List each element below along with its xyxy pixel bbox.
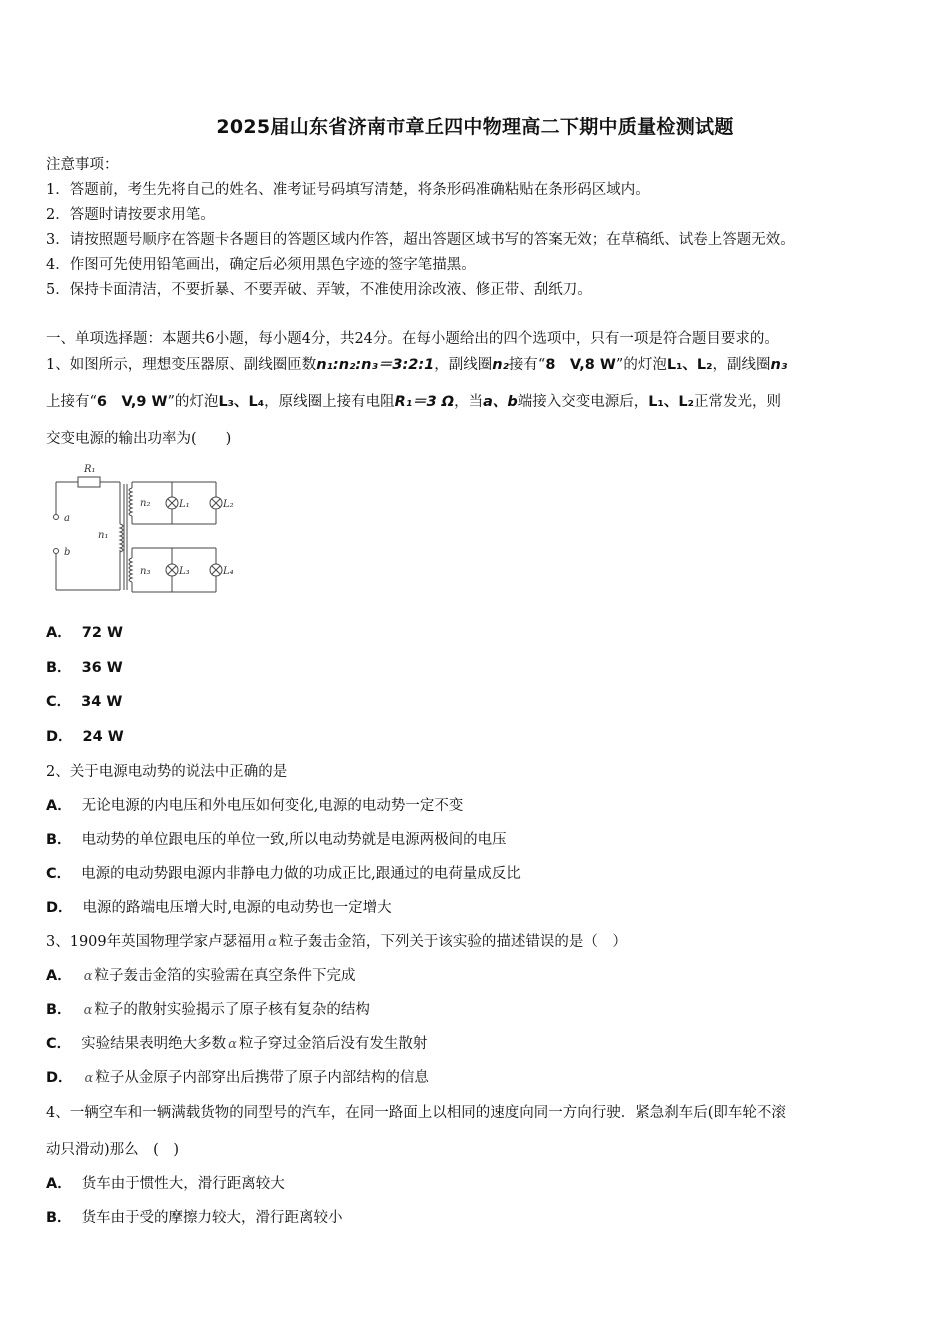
q1-lamps12b: L₁、L₂ [648,394,694,410]
option-text: 粒子的散射实验揭示了原子核有复杂的结构 [94,1002,370,1018]
label-a: a [64,513,70,524]
q4-option-a[interactable] [46,1172,285,1193]
q1-ab: a、b [483,394,518,410]
q1-option-c[interactable] [46,690,122,711]
option-text: 货车由于惯性大，滑行距离较大 [81,1176,285,1192]
q1-option-a[interactable] [46,621,123,642]
q1-n2: n₂ [492,357,509,373]
option-text: 实验结果表明绝大多数 [81,1036,227,1052]
option-label: B． [46,660,72,676]
alpha-symbol: α [84,1071,94,1086]
option-label: D． [46,729,73,745]
q1-text: ”的灯泡 [615,357,667,373]
option-text: 货车由于受的摩擦力较大，滑行距离较小 [81,1210,343,1226]
q1-n3: n₃ [770,357,788,373]
option-text: 36 W [81,660,123,676]
option-label: C． [46,1036,72,1052]
option-text: 电动势的单位跟电压的单位一致,所以电动势就是电源两极间的电压 [81,832,507,848]
q3-text: 3、1909年英国物理学家卢瑟福用 [46,934,267,950]
option-label: B． [46,1002,72,1018]
option-text: 粒子穿过金箔后没有发生散射 [238,1036,428,1052]
q2-option-a[interactable] [46,794,463,815]
q1-text: ，当 [454,394,484,410]
option-label: A． [46,1176,72,1192]
q1-stem-line2 [46,390,781,411]
label-r1: R₁ [84,464,96,475]
option-label: C． [46,694,72,710]
q2-stem: 2、关于电源电动势的说法中正确的是 [46,764,288,780]
q1-text: 端接入交变电源后， [517,394,649,410]
q4-stem-line2: 动只滑动)那么 ( ) [46,1142,179,1158]
q1-text: 上接有“ [46,394,97,410]
alpha-symbol: α [83,1003,93,1018]
q1-option-d[interactable] [46,725,124,746]
q2-option-b[interactable] [46,828,507,849]
q2-option-c[interactable] [46,862,521,883]
option-text: 粒子轰击金箔的实验需在真空条件下完成 [94,968,356,984]
alpha-symbol: α [268,935,277,950]
option-label: A． [46,968,72,984]
label-n2: n₂ [140,498,151,509]
q3-stem [46,930,627,951]
page-title: 2025届山东省济南市章丘四中物理高二下期中质量检测试题 [216,116,734,138]
q1-ratio: n₁:n₂:n₃＝3:2:1 [316,357,435,373]
q1-lamps12: L₁、L₂ [666,357,713,373]
q3-option-d[interactable] [46,1066,429,1087]
label-b: b [64,547,71,558]
label-n3: n₃ [140,566,151,577]
label-l4: L₄ [223,566,234,577]
alpha-symbol: α [83,969,93,984]
option-text: 电源的路端电压增大时,电源的电动势也一定增大 [82,900,392,916]
q1-lamp1-spec: 8 V,8 W [545,357,616,373]
q1-text: ，原线圈上接有电阻 [264,394,395,410]
option-text: 粒子从金原子内部穿出后携带了原子内部结构的信息 [95,1070,429,1086]
q1-text: 接有“ [508,357,546,373]
q4-option-b[interactable] [46,1206,343,1227]
option-label: B． [46,832,72,848]
option-label: A． [46,798,72,814]
label-n1: n₁ [98,530,109,541]
option-text: 无论电源的内电压和外电压如何变化,电源的电动势一定不变 [81,798,464,814]
notice-heading: 注意事项： [46,157,119,173]
q1-r1: R₁＝3 Ω [394,394,455,410]
option-label: B． [46,1210,72,1226]
option-label: C． [46,866,72,882]
option-text: 72 W [81,625,123,641]
label-l3: L₃ [179,566,190,577]
transformer-circuit-figure [44,458,244,596]
notice-item: 2．答题时请按要求用笔。 [46,207,215,223]
q1-text: 正常发光，则 [693,394,781,410]
q3-option-b[interactable] [46,998,370,1019]
q1-option-b[interactable] [46,656,123,677]
q3-option-c[interactable] [46,1032,427,1053]
q1-stem-line3: 交变电源的输出功率为( ) [46,431,232,447]
option-text: 34 W [81,694,123,710]
notice-item: 4．作图可先使用铅笔画出，确定后必须用黑色字迹的签字笔描黑。 [46,257,476,273]
option-text: 24 W [82,729,124,745]
q1-text: 1、如图所示，理想变压器原、副线圈匝数 [46,357,317,373]
q1-lamp2-spec: 6 V,9 W [96,394,168,410]
q1-stem-line1 [46,353,787,374]
option-text: 电源的电动势跟电源内非静电力做的功成正比,跟通过的电荷量成反比 [81,866,521,882]
q3-text: 粒子轰击金箔，下列关于该实验的描述错误的是（ ） [278,934,627,950]
label-l2: L₂ [223,499,234,510]
alpha-symbol: α [228,1037,237,1052]
option-label: D． [46,1070,73,1086]
q1-lamps34: L₃、L₄ [218,394,265,410]
q1-text: ，副线圈 [712,357,771,373]
notice-item: 5．保持卡面清洁，不要折暴、不要弄破、弄皱，不准使用涂改液、修正带、刮纸刀。 [46,282,592,298]
label-l1: L₁ [179,499,190,510]
notice-item: 1．答题前，考生先将自己的姓名、准考证号码填写清楚，将条形码准确粘贴在条形码区域内。 [46,182,650,198]
notice-item: 3．请按照题号顺序在答题卡各题目的答题区域内作答，超出答题区域书写的答案无效；在草稿纸、试卷上答题无效。 [46,232,795,248]
option-label: D． [46,900,73,916]
q2-option-d[interactable] [46,896,392,917]
q3-option-a[interactable] [46,964,356,985]
q4-stem-line1: 4、一辆空车和一辆满载货物的同型号的汽车，在同一路面上以相同的速度向同一方向行驶．紧急刹车后(即车轮不滚 [46,1105,786,1121]
section-header: 一、单项选择题：本题共6小题，每小题4分，共24分。在每小题给出的四个选项中，只有一项是符合题目要求的。 [46,331,779,347]
option-label: A． [46,625,72,641]
q1-text: ”的灯泡 [167,394,219,410]
q1-text: ，副线圈 [434,357,493,373]
